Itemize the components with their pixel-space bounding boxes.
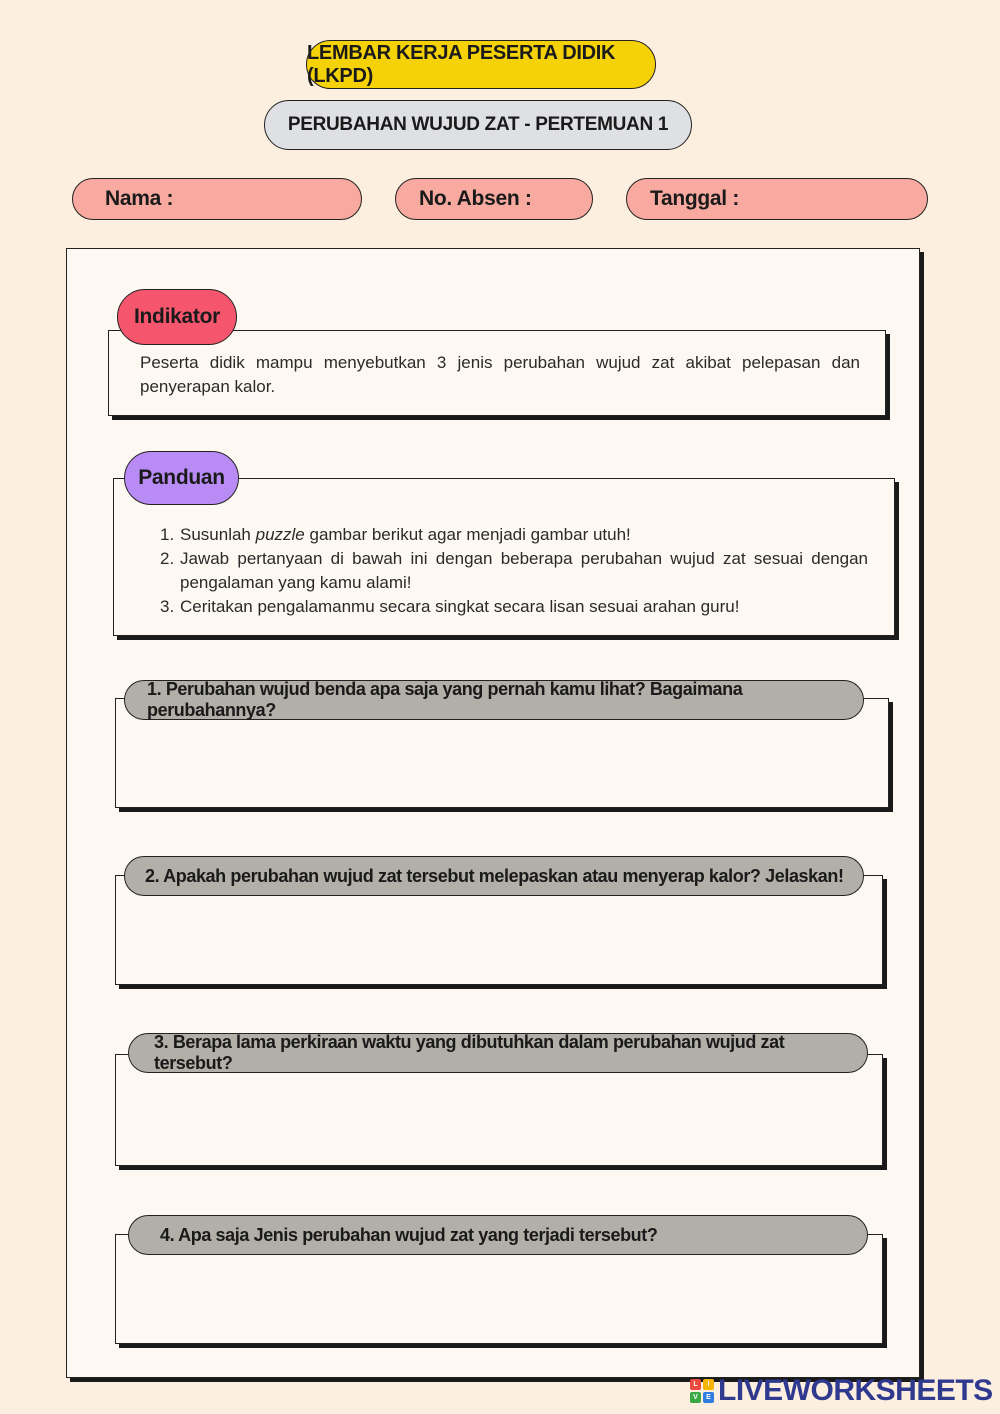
panduan-item [160,595,868,619]
panduan-item-text: Susunlah puzzle gambar berikut agar menjadi gambar utuh! [180,525,631,544]
liveworksheets-brand[interactable] [690,1374,993,1408]
indikator-box [108,330,886,416]
worksheet-subtitle: PERUBAHAN WUJUD ZAT - PERTEMUAN 1 [264,100,692,150]
question-3: 3. Berapa lama perkiraan waktu yang dibutuhkan dalam perubahan wujud zat tersebut? [128,1033,868,1073]
question-1: 1. Perubahan wujud benda apa saja yang pernah kamu lihat? Bagaimana perubahannya? [124,680,864,720]
question-2: 2. Apakah perubahan wujud zat tersebut melepaskan atau menyerap kalor? Jelaskan! [124,856,864,896]
indikator-text: Peserta didik mampu menyebutkan 3 jenis perubahan wujud zat akibat pelepasan dan penyerapan kalor. [140,353,860,396]
worksheet-title: LEMBAR KERJA PESERTA DIDIK (LKPD) [306,40,656,89]
question-4: 4. Apa saja Jenis perubahan wujud zat yang terjadi tersebut? [128,1215,868,1255]
tanggal-field[interactable]: Tanggal : [626,178,928,220]
absen-field[interactable]: No. Absen : [395,178,593,220]
panduan-item-number: 3. [160,597,175,616]
panduan-item-text: Jawab pertanyaan di bawah ini dengan beberapa perubahan wujud zat sesuai dengan pengalaman yang kamu alami! [180,549,868,592]
panduan-label: Panduan [124,451,239,505]
nama-field[interactable]: Nama : [72,178,362,220]
indikator-label: Indikator [117,289,237,345]
panduan-item-number: 1. [160,525,175,544]
brand-text: LIVEWORKSHEETS [718,1374,993,1407]
panduan-list [160,523,868,619]
panduan-item-number: 2. [160,549,175,568]
panduan-box [113,478,895,636]
panduan-item-text: Ceritakan pengalamanmu secara singkat secara lisan sesuai arahan guru! [180,597,740,616]
main-card [66,248,920,1378]
liveworksheets-logo-icon: L I V E [690,1379,714,1403]
panduan-item [160,547,868,595]
panduan-item [160,523,868,547]
